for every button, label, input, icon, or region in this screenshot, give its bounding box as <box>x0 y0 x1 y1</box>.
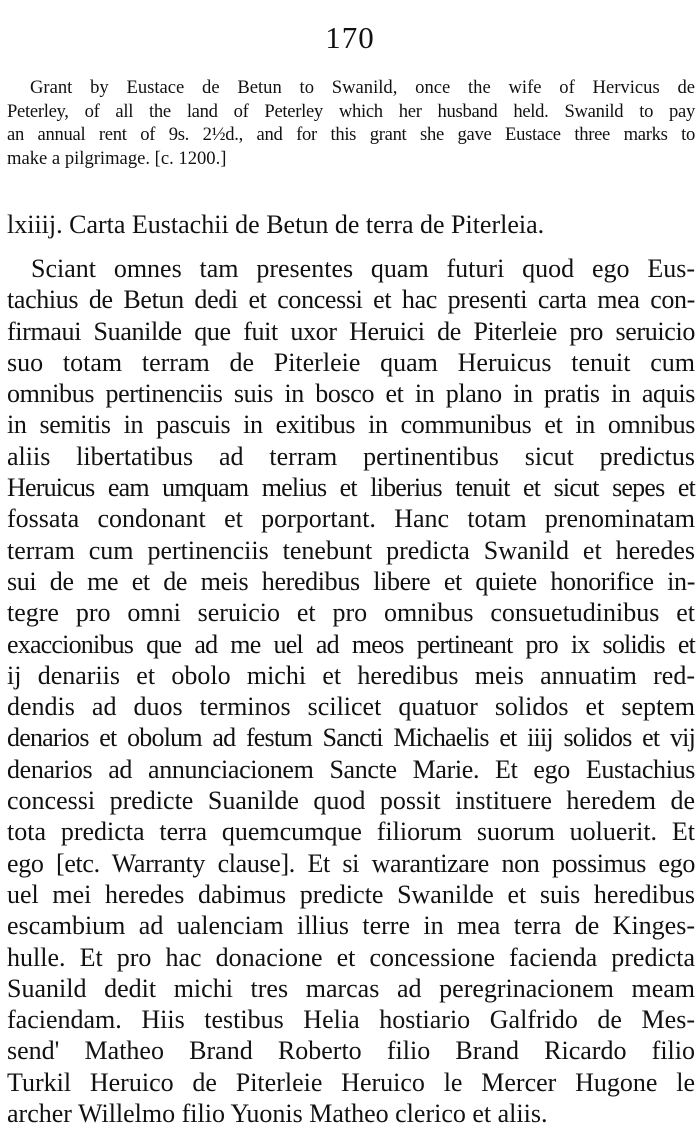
summary-line: Peterley, of all the land of Peterley which her husband held. Swanild to pay <box>7 100 695 122</box>
charter-line: terram cum pertinenciis tenebunt predicta Swanild et heredes <box>7 535 695 565</box>
charter-line: sui de me et de meis heredibus libere et quiete honorifice in- <box>7 566 695 596</box>
charter-line: tota predicta terra quemcumque filiorum suorum uoluerit. Et <box>7 817 695 847</box>
charter-text <box>7 253 695 1129</box>
english-summary <box>7 76 695 170</box>
summary-line: make a pilgrimage. [c. 1200.] <box>7 147 227 169</box>
charter-line: denarios et obolum ad festum Sancti Michaelis et iiij solidos et vij <box>7 723 695 753</box>
charter-line: Sciant omnes tam presentes quam futuri quod ego Eus- <box>31 254 695 283</box>
charter-line: ij denariis et obolo michi et heredibus meis annuatim red- <box>7 660 695 690</box>
charter-line: dendis ad duos terminos scilicet quatuor solidos et septem <box>7 692 695 722</box>
page-number: 170 <box>325 20 375 55</box>
charter-line: uel mei heredes dabimus predicte Swanilde et suis heredibus <box>7 879 695 909</box>
summary-line: Grant by Eustace de Betun to Swanild, once the wife of Hervicus de <box>30 77 695 98</box>
charter-line: suo totam terram de Piterleie quam Heruicus tenuit cum <box>7 347 695 377</box>
charter-line: omnibus pertinenciis suis in bosco et in plano in pratis in aquis <box>7 379 695 409</box>
charter-line: tegre pro omni seruicio et pro omnibus consuetudinibus et <box>7 598 695 628</box>
charter-line: ego [etc. Warranty clause]. Et si warantizare non possimus ego <box>7 848 695 878</box>
charter-line: exaccionibus que ad me uel ad meos pertineant pro ix solidis et <box>7 629 695 659</box>
charter-line: faciendam. Hiis testibus Helia hostiario Galfrido de Mes- <box>7 1005 695 1035</box>
charter-line: aliis libertatibus ad terram pertinentibus sicut predictus <box>7 441 695 471</box>
charter-line: firmaui Suanilde que fuit uxor Heruici de Piterleie pro seruicio <box>7 316 695 346</box>
summary-line: an annual rent of 9s. 2½d., and for this grant she gave Eustace three marks to <box>7 124 695 145</box>
charter-line: concessi predicte Suanilde quod possit instituere heredem de <box>7 786 695 816</box>
charter-line: tachius de Betun dedi et concessi et hac presenti carta mea con- <box>7 285 695 315</box>
charter-line: fossata condonant et porportant. Hanc totam prenominatam <box>7 504 695 534</box>
charter-title: lxiiij. Carta Eustachii de Betun de terra de Piterleia. <box>7 210 545 239</box>
charter-line: hulle. Et pro hac donacione et concessione facienda predicta <box>7 942 695 972</box>
charter-line: Heruicus eam umquam melius et liberius tenuit et sicut sepes et <box>7 473 695 503</box>
charter-line: escambium ad ualenciam illius terre in mea terra de Kinges- <box>7 911 695 941</box>
charter-line: denarios ad annunciacionem Sancte Marie. Et ego Eustachius <box>7 754 695 784</box>
charter-line: archer Willelmo filio Yuonis Matheo clerico et aliis. <box>7 1099 548 1129</box>
charter-line: in semitis in pascuis in exitibus in communibus et in omnibus <box>7 410 695 440</box>
charter-line: Suanild dedit michi tres marcas ad peregrinacionem meam <box>7 973 695 1003</box>
charter-line: Turkil Heruico de Piterleie Heruico le Mercer Hugone le <box>7 1067 695 1097</box>
charter-line: send' Matheo Brand Roberto filio Brand Ricardo filio <box>7 1036 695 1066</box>
